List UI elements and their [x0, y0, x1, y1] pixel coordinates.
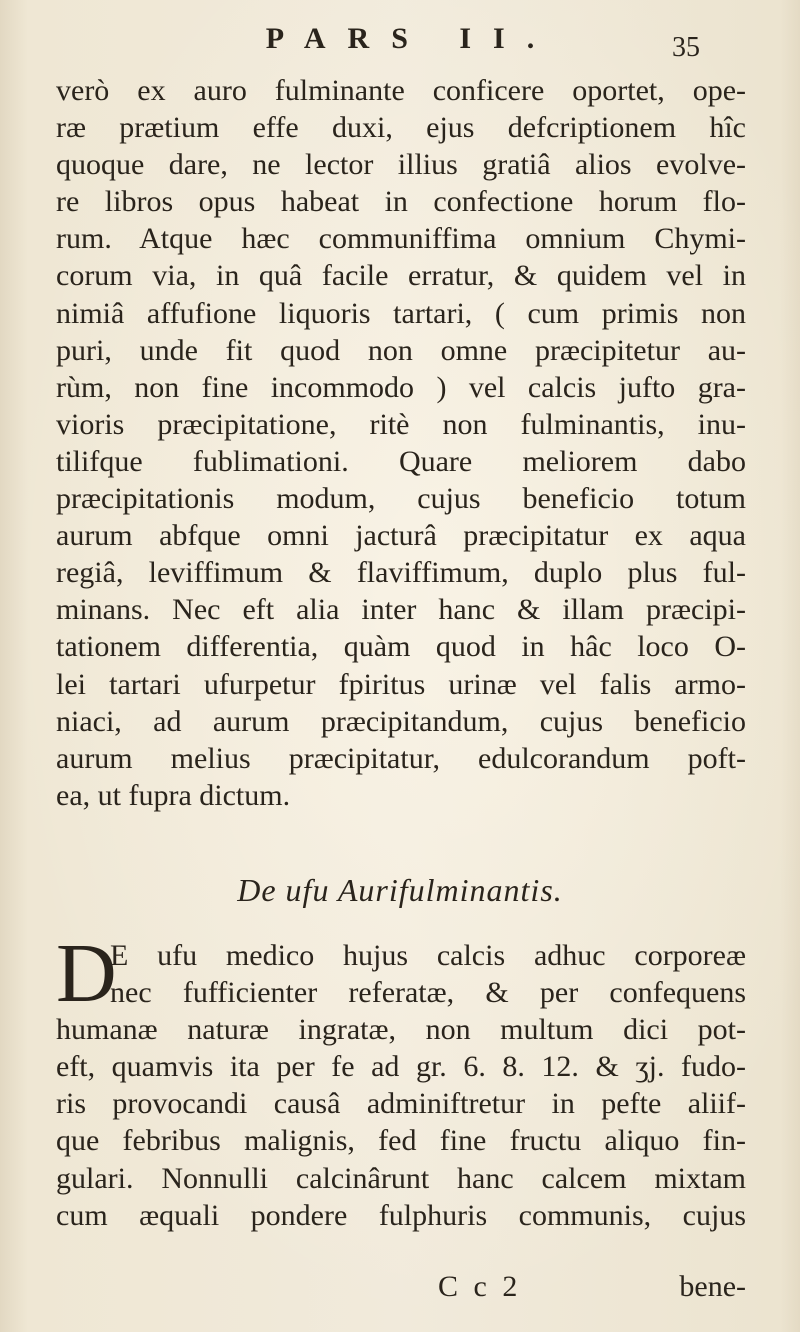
text-line: gulari. Nonnulli calcinârunt hanc calcem mixtam	[56, 1161, 746, 1195]
text-line: ræ prætium effe duxi, ejus defcriptionem hîc	[56, 111, 746, 145]
text-line: que febribus malignis, fed fine fructu aliquo fin-	[56, 1124, 746, 1158]
text-line: aurum abfque omni jacturâ præcipitatur ex aqua	[56, 519, 746, 553]
running-head: PARS II.	[265, 22, 557, 55]
text-line: ris provocandi causâ adminiftretur in pefte aliif-	[56, 1087, 746, 1121]
text-line: aurum melius præcipitatur, edulcorandum poft-	[56, 741, 746, 775]
text-line: corum via, in quâ facile erratur, & quidem vel in	[56, 259, 746, 293]
text-line: regiâ, leviffimum & flaviffimum, duplo plus ful-	[56, 556, 746, 590]
text-line: lei tartari ufurpetur fpiritus urinæ vel falis armo-	[56, 667, 746, 701]
signature-mark: C c 2	[438, 1270, 522, 1303]
text-line: vioris præcipitatione, ritè non fulminantis, inu-	[56, 407, 746, 441]
text-line: tationem differentia, quàm quod in hâc loco O-	[56, 630, 746, 664]
text-line: præcipitationis modum, cujus beneficio totum	[56, 482, 746, 516]
text-line: nimiâ affufione liquoris tartari, ( cum primis non	[56, 296, 746, 330]
paragraph-2	[56, 927, 746, 1234]
text-line: tilifque fublimationi. Quare meliorem dabo	[56, 444, 746, 478]
text-line: rùm, non fine incommodo ) vel calcis jufto gra-	[56, 370, 746, 404]
page-number: 35	[672, 32, 700, 63]
catchword: bene-	[679, 1270, 746, 1303]
text-line: quoque dare, ne lector illius gratiâ alios evolve-	[56, 148, 746, 182]
page-header	[0, 20, 800, 64]
section-heading: De ufu Aurifulminantis.	[237, 872, 563, 908]
text-line: cum æquali pondere fulphuris communis, cujus	[56, 1198, 746, 1232]
paragraph-1	[56, 72, 746, 814]
text-line: minans. Nec eft alia inter hanc & illam præcipi-	[56, 593, 746, 627]
text-line: eft, quamvis ita per fe ad gr. 6. 8. 12. & ʒj. fudo-	[56, 1050, 746, 1084]
text-line: niaci, ad aurum præcipitandum, cujus beneficio	[56, 704, 746, 738]
text-line: ea, ut fupra dictum.	[56, 778, 291, 812]
drop-cap: D	[56, 927, 117, 1020]
text-line: humanæ naturæ ingratæ, non multum dici pot-	[56, 1013, 746, 1047]
text-line: nec fufficienter referatæ, & per confequens	[110, 976, 746, 1010]
page-footer	[56, 1270, 746, 1310]
text-line: puri, unde fit quod non omne præcipitetur au-	[56, 333, 746, 367]
text-line: rum. Atque hæc communiffima omnium Chymi-	[56, 222, 746, 256]
text-line: E ufu medico hujus calcis adhuc corporeæ	[110, 939, 746, 972]
text-line: verò ex auro fulminante conficere oportet, ope-	[56, 74, 746, 107]
text-line: re libros opus habeat in confectione horum flo-	[56, 185, 746, 219]
